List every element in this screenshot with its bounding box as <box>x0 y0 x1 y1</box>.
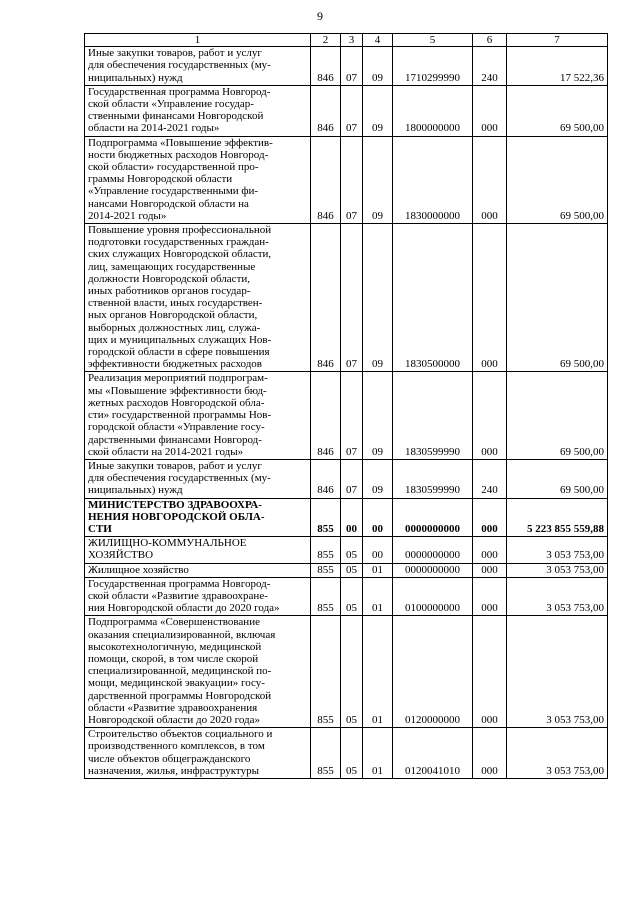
amount-cell: 3 053 753,00 <box>507 616 608 728</box>
item-name-cell <box>85 498 311 537</box>
page-number: 9 <box>317 9 323 23</box>
item-name-line: ской области «Развитие здравоохране- <box>88 589 268 602</box>
item-name-line: жетных расходов Новгородской обла- <box>88 396 265 409</box>
expense-type-cell: 000 <box>473 372 507 459</box>
item-name-line: для обеспечения государственных (му- <box>88 472 271 485</box>
item-name-line: СТИ <box>88 522 112 535</box>
item-name-line: числе объектов общегражданского <box>88 752 251 765</box>
item-name-line: ских служащих Новгородской области, <box>88 248 272 261</box>
chapter-code-cell: 855 <box>311 498 341 537</box>
item-name-line: лиц, замещающих государственные <box>88 260 256 273</box>
item-name-line: высокотехнологичную, медицинской <box>88 640 262 653</box>
target-article-cell: 0100000000 <box>393 577 473 616</box>
section-code-cell: 05 <box>341 577 363 616</box>
table-row <box>85 47 608 86</box>
section-code-cell: 07 <box>341 136 363 223</box>
item-name-line: мы «Повышение эффективности бюд- <box>88 384 267 397</box>
target-article-cell: 0000000000 <box>393 498 473 537</box>
budget-table-body <box>85 34 608 779</box>
item-name-line: области «Развитие здравоохранения <box>88 701 258 714</box>
item-name-line: оказания специализированной, включая <box>88 628 276 641</box>
item-name-line: ных органов Новгородской области, <box>88 309 258 322</box>
subsection-code-cell: 00 <box>363 498 393 537</box>
expense-type-cell: 000 <box>473 563 507 577</box>
subsection-code-cell: 09 <box>363 224 393 372</box>
item-name-cell <box>85 563 311 577</box>
column-header-7: 7 <box>507 34 608 47</box>
chapter-code-cell: 846 <box>311 136 341 223</box>
subsection-code-cell: 01 <box>363 563 393 577</box>
item-name-cell <box>85 616 311 728</box>
table-header-row <box>85 34 608 47</box>
subsection-code-cell: 01 <box>363 616 393 728</box>
table-row <box>85 616 608 728</box>
budget-table <box>84 33 608 779</box>
item-name-line: ниципальных) нужд <box>88 484 183 497</box>
item-name-line: ской области «Управление государ- <box>88 98 254 111</box>
item-name-cell <box>85 537 311 563</box>
item-name-line: производственного комплексов, в том <box>88 740 265 753</box>
table-row <box>85 459 608 498</box>
item-name-line: области на 2014-2021 годы» <box>88 122 220 135</box>
target-article-cell: 1830000000 <box>393 136 473 223</box>
item-name-line: Новгородской области до 2020 года» <box>88 713 260 726</box>
item-name-line: назначения, жилья, инфраструктуры <box>88 764 259 777</box>
item-name-line: должности Новгородской области, <box>88 272 251 285</box>
item-name-line: 2014-2021 годы» <box>88 209 167 222</box>
item-name-cell <box>85 136 311 223</box>
item-name-line: городской области «Управление госу- <box>88 421 265 434</box>
item-name-line: городской области в сфере повышения <box>88 346 270 359</box>
item-name-cell <box>85 224 311 372</box>
subsection-code-cell: 09 <box>363 136 393 223</box>
section-code-cell: 05 <box>341 616 363 728</box>
item-name-line: ской области» государственной про- <box>88 161 259 174</box>
table-row <box>85 563 608 577</box>
item-name-line: ственными финансами Новгородской <box>88 110 264 123</box>
item-name-line: Повышение уровня профессиональной <box>88 224 272 237</box>
item-name-line: Жилищное хозяйство <box>88 563 189 576</box>
item-name-line: подготовки государственных граждан- <box>88 236 269 249</box>
table-row <box>85 577 608 616</box>
section-code-cell: 07 <box>341 47 363 86</box>
chapter-code-cell: 846 <box>311 224 341 372</box>
item-name-line: граммы Новгородской области <box>88 173 233 186</box>
chapter-code-cell: 846 <box>311 47 341 86</box>
target-article-cell: 1800000000 <box>393 85 473 136</box>
item-name-line: выборных должностных лиц, служа- <box>88 321 261 334</box>
subsection-code-cell: 09 <box>363 47 393 86</box>
subsection-code-cell: 01 <box>363 728 393 779</box>
target-article-cell: 0000000000 <box>393 537 473 563</box>
section-code-cell: 07 <box>341 372 363 459</box>
expense-type-cell: 000 <box>473 498 507 537</box>
item-name-cell <box>85 459 311 498</box>
table-row <box>85 537 608 563</box>
expense-type-cell: 240 <box>473 459 507 498</box>
item-name-line: дарственными финансами Новгород- <box>88 433 262 446</box>
item-name-cell <box>85 85 311 136</box>
item-name-line: специализированной, медицинской по- <box>88 665 272 678</box>
amount-cell: 5 223 855 559,88 <box>507 498 608 537</box>
chapter-code-cell: 855 <box>311 537 341 563</box>
item-name-line: МИНИСТЕРСТВО ЗДРАВООХРА- <box>88 498 262 511</box>
target-article-cell: 0120041010 <box>393 728 473 779</box>
item-name-line: сти» государственной программы Нов- <box>88 409 272 422</box>
amount-cell: 69 500,00 <box>507 136 608 223</box>
section-code-cell: 05 <box>341 728 363 779</box>
chapter-code-cell: 855 <box>311 616 341 728</box>
subsection-code-cell: 09 <box>363 459 393 498</box>
item-name-line: НЕНИЯ НОВГОРОДСКОЙ ОБЛА- <box>88 510 265 523</box>
column-header-1: 1 <box>85 34 311 47</box>
amount-cell: 3 053 753,00 <box>507 577 608 616</box>
item-name-line: дарственной программы Новгородской <box>88 689 272 702</box>
item-name-line: Государственная программа Новгород- <box>88 85 271 98</box>
item-name-line: ЖИЛИЩНО-КОММУНАЛЬНОЕ <box>88 537 247 550</box>
amount-cell: 69 500,00 <box>507 459 608 498</box>
expense-type-cell: 000 <box>473 537 507 563</box>
item-name-line: Подпрограмма «Повышение эффектив- <box>88 136 273 149</box>
amount-cell: 3 053 753,00 <box>507 728 608 779</box>
item-name-line: ской области на 2014-2021 годы» <box>88 445 244 458</box>
item-name-line: Реализация мероприятий подпрограм- <box>88 372 268 385</box>
item-name-line: мощи, медицинской эвакуации» госу- <box>88 677 265 690</box>
item-name-line: Иные закупки товаров, работ и услуг <box>88 459 262 472</box>
item-name-line: щих и муниципальных служащих Нов- <box>88 333 272 346</box>
column-header-2: 2 <box>311 34 341 47</box>
target-article-cell: 1830599990 <box>393 459 473 498</box>
section-code-cell: 07 <box>341 85 363 136</box>
item-name-cell <box>85 577 311 616</box>
subsection-code-cell: 00 <box>363 537 393 563</box>
amount-cell: 69 500,00 <box>507 224 608 372</box>
amount-cell: 17 522,36 <box>507 47 608 86</box>
chapter-code-cell: 846 <box>311 459 341 498</box>
item-name-line: помощи, скорой, в том числе скорой <box>88 652 259 665</box>
chapter-code-cell: 855 <box>311 577 341 616</box>
expense-type-cell: 000 <box>473 224 507 372</box>
target-article-cell: 1710299990 <box>393 47 473 86</box>
subsection-code-cell: 01 <box>363 577 393 616</box>
item-name-line: Иные закупки товаров, работ и услуг <box>88 47 262 60</box>
column-header-4: 4 <box>363 34 393 47</box>
item-name-line: Строительство объектов социального и <box>88 728 273 741</box>
amount-cell: 3 053 753,00 <box>507 563 608 577</box>
expense-type-cell: 000 <box>473 85 507 136</box>
item-name-line: ности бюджетных расходов Новгород- <box>88 148 269 161</box>
item-name-cell <box>85 47 311 86</box>
expense-type-cell: 240 <box>473 47 507 86</box>
item-name-line: ниципальных) нужд <box>88 71 183 84</box>
chapter-code-cell: 846 <box>311 85 341 136</box>
item-name-line: эффективности бюджетных расходов <box>88 358 263 371</box>
target-article-cell: 1830599990 <box>393 372 473 459</box>
item-name-line: ния Новгородской области до 2020 года» <box>88 602 280 615</box>
section-code-cell: 05 <box>341 537 363 563</box>
amount-cell: 69 500,00 <box>507 372 608 459</box>
subsection-code-cell: 09 <box>363 85 393 136</box>
chapter-code-cell: 855 <box>311 563 341 577</box>
section-code-cell: 07 <box>341 224 363 372</box>
section-code-cell: 07 <box>341 459 363 498</box>
subsection-code-cell: 09 <box>363 372 393 459</box>
target-article-cell: 0000000000 <box>393 563 473 577</box>
item-name-line: ственной власти, иных государствен- <box>88 297 263 310</box>
chapter-code-cell: 855 <box>311 728 341 779</box>
table-row <box>85 224 608 372</box>
item-name-line: «Управление государственными фи- <box>88 185 259 198</box>
amount-cell: 3 053 753,00 <box>507 537 608 563</box>
column-header-6: 6 <box>473 34 507 47</box>
section-code-cell: 00 <box>341 498 363 537</box>
expense-type-cell: 000 <box>473 728 507 779</box>
expense-type-cell: 000 <box>473 136 507 223</box>
section-code-cell: 05 <box>341 563 363 577</box>
chapter-code-cell: 846 <box>311 372 341 459</box>
item-name-line: для обеспечения государственных (му- <box>88 59 271 72</box>
column-header-3: 3 <box>341 34 363 47</box>
expense-type-cell: 000 <box>473 577 507 616</box>
table-row <box>85 372 608 459</box>
item-name-line: Государственная программа Новгород- <box>88 577 271 590</box>
expense-type-cell: 000 <box>473 616 507 728</box>
item-name-line: Подпрограмма «Совершенствование <box>88 616 260 629</box>
item-name-line: ХОЗЯЙСТВО <box>88 549 154 562</box>
amount-cell: 69 500,00 <box>507 85 608 136</box>
target-article-cell: 1830500000 <box>393 224 473 372</box>
item-name-line: иных работников органов государ- <box>88 285 251 298</box>
target-article-cell: 0120000000 <box>393 616 473 728</box>
item-name-cell <box>85 372 311 459</box>
table-row <box>85 728 608 779</box>
table-row <box>85 136 608 223</box>
column-header-5: 5 <box>393 34 473 47</box>
item-name-line: нансами Новгородской области на <box>88 197 249 210</box>
item-name-cell <box>85 728 311 779</box>
table-row <box>85 85 608 136</box>
table-row <box>85 498 608 537</box>
